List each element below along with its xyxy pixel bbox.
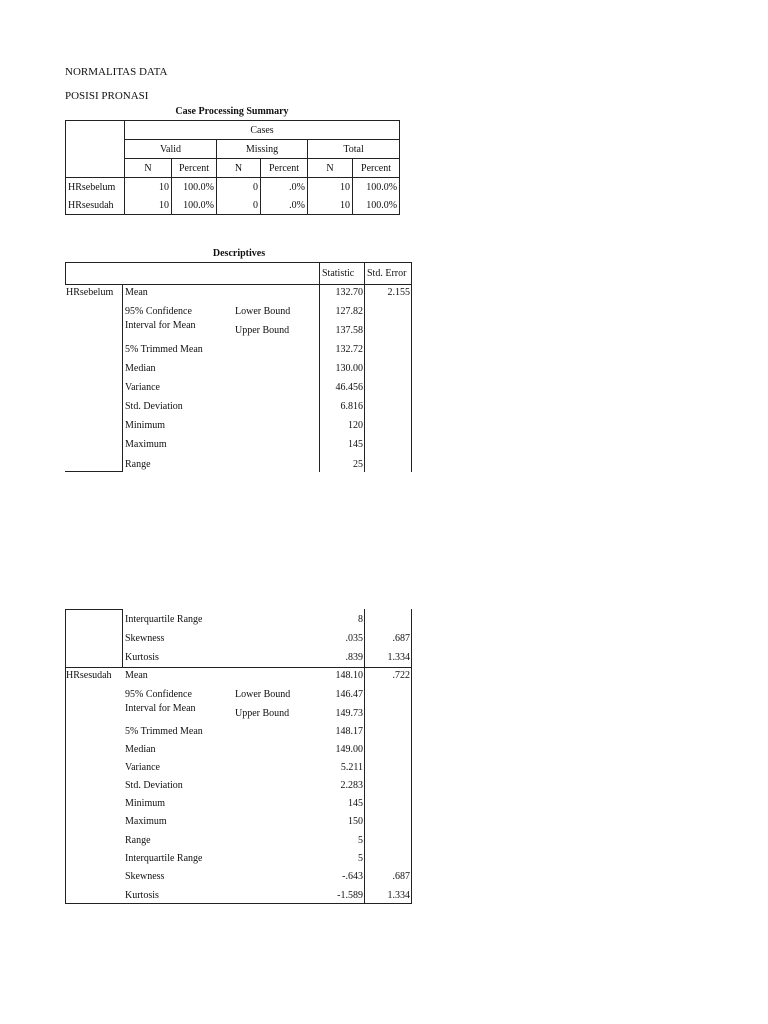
subheader-cell: N bbox=[125, 159, 172, 178]
stat-value: -.643 bbox=[342, 871, 363, 882]
ci-label: 95% Confidence bbox=[125, 689, 192, 700]
table-cell: 10 bbox=[308, 178, 353, 197]
stat-value: 132.72 bbox=[335, 344, 363, 355]
stat-value: 5.211 bbox=[340, 762, 363, 773]
stat-label: Skewness bbox=[125, 871, 165, 882]
stat-label: Interquartile Range bbox=[125, 614, 203, 625]
case-summary-title: Case Processing Summary bbox=[175, 106, 289, 117]
table-cell: 100.0% bbox=[353, 178, 400, 197]
stat-label: Median bbox=[125, 744, 156, 755]
row-label-hrsebelum: HRsebelum bbox=[66, 178, 125, 197]
stat-label: Minimum bbox=[125, 798, 166, 809]
subheader-cell: Percent bbox=[353, 159, 400, 178]
ci-label: Interval for Mean bbox=[125, 703, 196, 714]
group-header-valid: Valid bbox=[125, 140, 217, 159]
ci-label: 95% Confidence bbox=[125, 306, 192, 317]
stat-value: 25 bbox=[353, 459, 363, 470]
subheader-cell: Percent bbox=[172, 159, 217, 178]
subheader-cell: N bbox=[308, 159, 353, 178]
case-summary-table bbox=[65, 120, 400, 215]
stat-value: 46.456 bbox=[335, 382, 363, 393]
stat-label: Range bbox=[125, 835, 151, 846]
table-cell: 10 bbox=[308, 196, 353, 215]
stat-value: 5 bbox=[358, 835, 363, 846]
stat-label: Mean bbox=[125, 670, 148, 681]
cases-header: Cases bbox=[125, 121, 400, 140]
stat-value: 6.816 bbox=[340, 401, 363, 412]
stat-value: 145 bbox=[348, 439, 363, 450]
table-cell: 0 bbox=[217, 178, 261, 197]
table-cell: 100.0% bbox=[172, 196, 217, 215]
stat-label: Mean bbox=[125, 287, 148, 298]
std-error-value: 2.155 bbox=[387, 287, 410, 298]
stat-value: -1.589 bbox=[337, 890, 363, 901]
stat-label: Variance bbox=[125, 762, 160, 773]
stat-value: 148.17 bbox=[335, 726, 363, 737]
stat-label: Maximum bbox=[125, 439, 167, 450]
column-header-std-error: Std. Error bbox=[367, 268, 407, 279]
page-heading-posisi: POSISI PRONASI bbox=[65, 90, 149, 102]
stat-value: 149.00 bbox=[335, 744, 363, 755]
page-heading-normalitas: NORMALITAS DATA bbox=[65, 66, 168, 78]
stat-value: 150 bbox=[348, 816, 363, 827]
stat-label: Minimum bbox=[125, 420, 166, 431]
table-cell: 10 bbox=[125, 178, 172, 197]
stat-label: Variance bbox=[125, 382, 160, 393]
std-error-value: 1.334 bbox=[387, 652, 410, 663]
stat-value: .035 bbox=[345, 633, 363, 644]
ci-label: Interval for Mean bbox=[125, 320, 196, 331]
stat-value: 137.58 bbox=[335, 325, 363, 336]
table-cell: 0 bbox=[217, 196, 261, 215]
stat-label: Kurtosis bbox=[125, 890, 159, 901]
stat-label: Range bbox=[125, 459, 151, 470]
stat-label: 5% Trimmed Mean bbox=[125, 344, 203, 355]
std-error-value: .687 bbox=[392, 633, 410, 644]
std-error-value: .722 bbox=[392, 670, 410, 681]
stat-label: Kurtosis bbox=[125, 652, 159, 663]
upper-bound-label: Upper Bound bbox=[235, 708, 290, 719]
stat-label: 5% Trimmed Mean bbox=[125, 726, 203, 737]
stat-label: Interquartile Range bbox=[125, 853, 203, 864]
descriptives-title: Descriptives bbox=[212, 248, 266, 259]
std-error-value: 1.334 bbox=[387, 890, 410, 901]
column-header-statistic: Statistic bbox=[322, 268, 355, 279]
stat-value: 132.70 bbox=[335, 287, 363, 298]
stat-label: Maximum bbox=[125, 816, 167, 827]
table-cell: 100.0% bbox=[172, 178, 217, 197]
stat-value: 145 bbox=[348, 798, 363, 809]
lower-bound-label: Lower Bound bbox=[235, 306, 291, 317]
stat-value: 148.10 bbox=[335, 670, 363, 681]
table-cell: 100.0% bbox=[353, 196, 400, 215]
std-error-value: .687 bbox=[392, 871, 410, 882]
row-label-hrsesudah: HRsesudah bbox=[66, 196, 125, 215]
stat-label: Std. Deviation bbox=[125, 780, 183, 791]
group-header-missing: Missing bbox=[217, 140, 308, 159]
subheader-cell: Percent bbox=[261, 159, 308, 178]
table-row bbox=[66, 196, 400, 215]
upper-bound-label: Upper Bound bbox=[235, 325, 290, 336]
stat-label: Std. Deviation bbox=[125, 401, 183, 412]
lower-bound-label: Lower Bound bbox=[235, 689, 291, 700]
table-cell: 10 bbox=[125, 196, 172, 215]
stat-value: 146.47 bbox=[335, 689, 363, 700]
stat-value: 130.00 bbox=[335, 363, 363, 374]
group-header-total: Total bbox=[308, 140, 400, 159]
table-cell: .0% bbox=[261, 178, 308, 197]
stat-value: 149.73 bbox=[335, 708, 363, 719]
table-cell: .0% bbox=[261, 196, 308, 215]
stat-label: Skewness bbox=[125, 633, 165, 644]
group-label-hrsesudah: HRsesudah bbox=[66, 670, 112, 681]
subheader-cell: N bbox=[217, 159, 261, 178]
stat-value: .839 bbox=[345, 652, 363, 663]
stat-label: Median bbox=[125, 363, 156, 374]
stat-value: 2.283 bbox=[340, 780, 363, 791]
stat-value: 127.82 bbox=[335, 306, 363, 317]
case-summary-corner bbox=[66, 121, 125, 178]
stat-value: 120 bbox=[348, 420, 363, 431]
stat-value: 8 bbox=[358, 614, 363, 625]
group-label-hrsebelum: HRsebelum bbox=[66, 287, 114, 298]
table-row bbox=[66, 178, 400, 197]
stat-value: 5 bbox=[358, 853, 363, 864]
